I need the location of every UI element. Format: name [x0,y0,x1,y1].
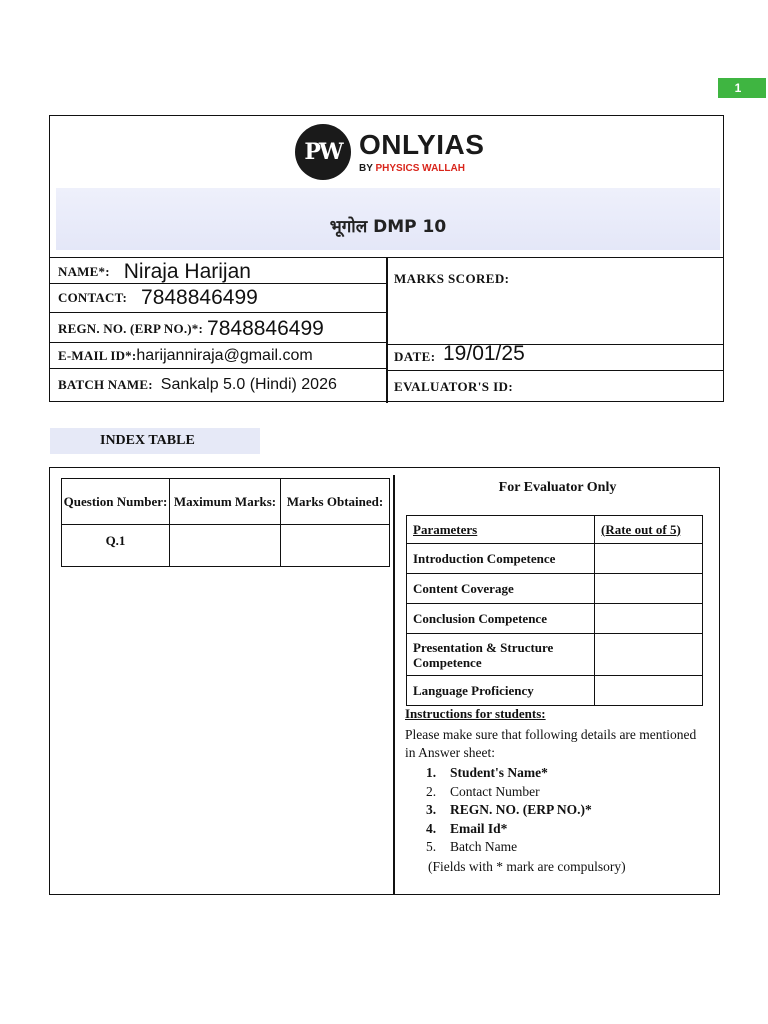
item-number: 3. [426,802,437,817]
item-text: Batch Name [450,839,518,854]
question-cell: Q.1 [62,525,170,567]
brand-sub-highlight: PHYSICS WALLAH [375,163,465,174]
batch-label: BATCH NAME: [58,377,153,392]
name-label: NAME*: [58,263,110,279]
email-label: E-MAIL ID*: [58,347,137,363]
instructions-heading: Instructions for students: [405,706,546,721]
max-marks-cell[interactable] [170,525,281,567]
page-number-badge: 1 [718,78,766,98]
parameter-presentation: Presentation & Structure Competence [407,634,595,676]
list-item [426,838,592,857]
table-row [407,574,703,604]
batch-value: Sankalp 5.0 (Hindi) 2026 [160,376,337,393]
list-item [426,783,592,802]
email-row [50,342,386,368]
item-number: 1. [426,765,437,780]
evaluator-title: For Evaluator Only [498,480,617,495]
marks-scored-cell [386,257,724,344]
parameter-introduction: Introduction Competence [407,544,595,574]
list-item [426,764,592,783]
contact-value: 7848846499 [141,285,258,309]
email-value: harijanniraja@gmail.com [136,346,313,364]
item-text: Student's Name* [450,765,548,780]
rate-header: (Rate out of 5) [595,516,703,544]
date-cell [386,344,724,370]
col-question-number: Question Number: [62,479,170,525]
marks-obtained-cell[interactable] [281,525,390,567]
item-number: 5. [426,839,437,854]
name-row [50,257,386,285]
pw-logo-icon: PW [295,124,351,180]
item-number: 2. [426,783,437,799]
rating-cell[interactable] [595,634,703,676]
instructions-text: Please make sure that following details are mentioned in Answer sheet: [405,727,697,760]
instructions-list [426,764,592,857]
brand-logo [295,121,495,181]
regn-label: REGN. NO. (ERP NO.)*: [58,320,204,336]
col-maximum-marks: Maximum Marks: [170,479,281,525]
date-label: DATE: [394,349,436,364]
parameters-header: Parameters [407,516,595,544]
batch-row [50,368,386,401]
item-number: 4. [426,820,437,836]
table-row [407,634,703,676]
marks-scored-label: MARKS SCORED: [394,271,510,286]
parameter-conclusion: Conclusion Competence [407,604,595,634]
list-item [426,801,592,820]
parameter-language: Language Proficiency [407,676,595,706]
brand-name: ONLYIAS [359,129,485,160]
rating-cell[interactable] [595,574,703,604]
table-row [62,525,390,567]
student-info-card [49,115,724,402]
col-marks-obtained: Marks Obtained: [281,479,390,525]
brand-subtitle [359,163,465,174]
item-text: Email Id* [450,820,508,836]
regn-row [50,312,386,344]
title-band [56,188,720,250]
date-value: 19/01/25 [443,342,525,365]
evaluator-id-label: EVALUATOR'S ID: [394,379,514,394]
regn-value: 7848846499 [207,316,324,340]
parameters-table [406,515,703,706]
rating-cell[interactable] [595,604,703,634]
contact-label: CONTACT: [58,289,128,305]
question-table [61,478,390,567]
item-text: Contact Number [450,783,540,799]
index-card [49,467,720,895]
rating-cell[interactable] [595,544,703,574]
name-value: Niraja Harijan [123,259,251,283]
table-row [407,604,703,634]
evaluator-id-cell [386,370,724,401]
list-item [426,820,592,839]
table-row [407,676,703,706]
contact-row [50,283,386,311]
parameter-content: Content Coverage [407,574,595,604]
table-row [407,544,703,574]
brand-sub-prefix: BY [359,163,373,174]
document-title: भूगोल DMP 10 [329,216,447,237]
instructions-note: (Fields with * mark are compulsory) [428,859,626,874]
item-text: REGN. NO. (ERP NO.)* [450,802,592,817]
card-divider [393,475,395,895]
index-table-label: INDEX TABLE [50,428,260,454]
rating-cell[interactable] [595,676,703,706]
